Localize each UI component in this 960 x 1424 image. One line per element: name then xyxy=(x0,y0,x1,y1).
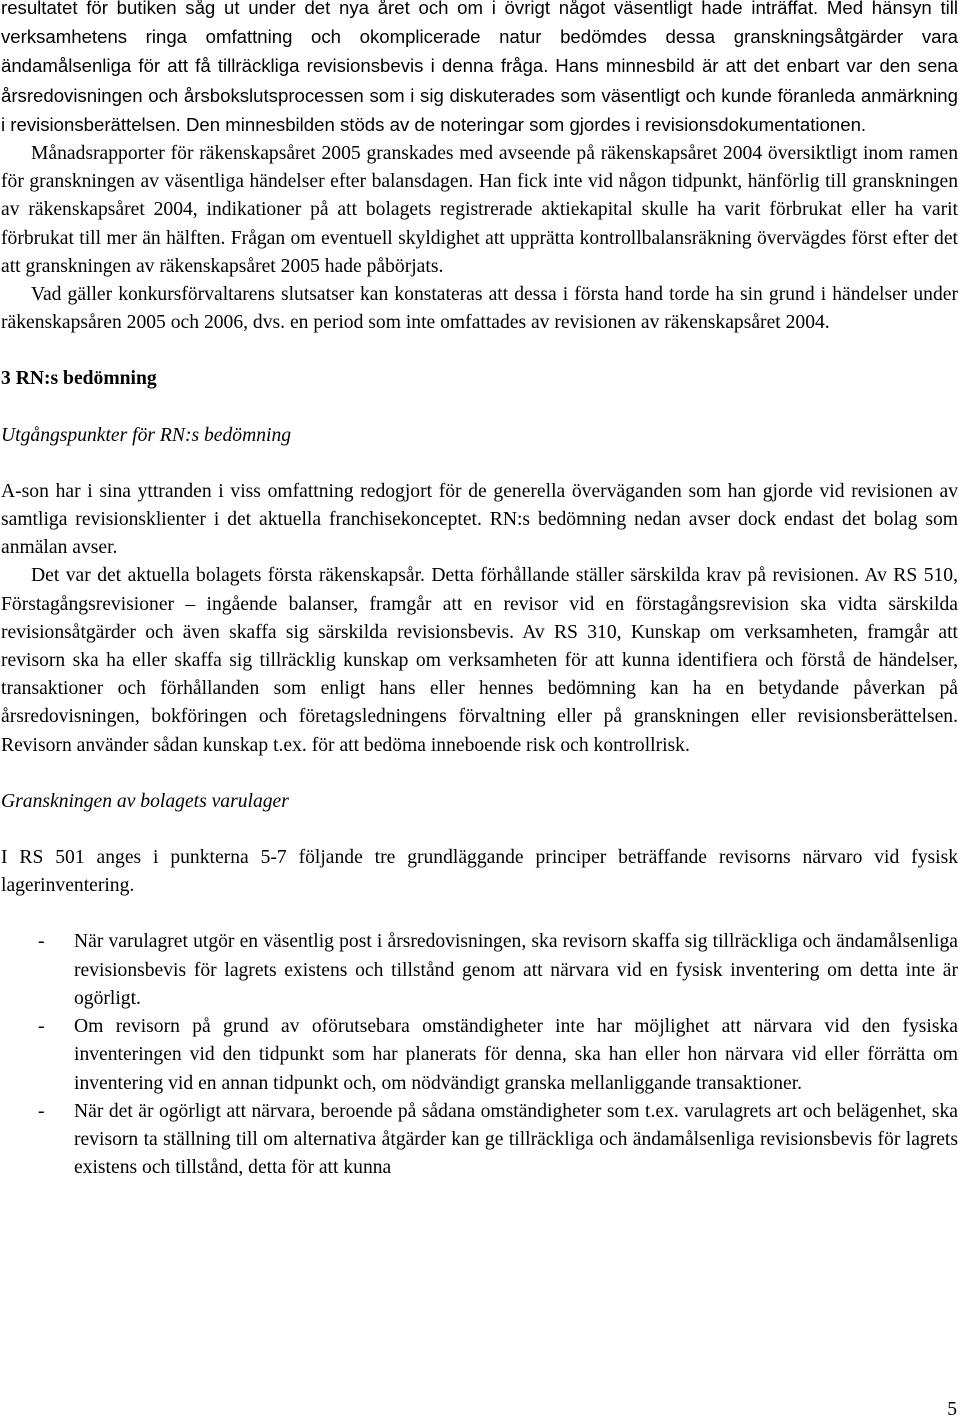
list-bullet: - xyxy=(38,1100,45,1122)
paragraph-2c: Frågan om eventuell skyldighet att upprätta kontrollbalansräkning övervägdes först efter det att granskningen av räkenskapsåret 2005 hade påbörjats. xyxy=(1,227,958,277)
subheading-utgangspunkter: Utgångspunkter för RN:s bedömning xyxy=(1,424,292,446)
paragraph-1-sans: resultatet för butiken såg ut under det nya året och om i övrigt något väsentligt hade inträffat. Med hänsyn till verksamhetens ringa omfattning och okomplicerade natur bedömdes dessa granskningsåtgärder vara ändamålsenliga för att få tillräckliga revisionsbevis i denna fråga. xyxy=(1,0,958,77)
page-number: 5 xyxy=(947,1399,957,1420)
paragraph-1-sans-b: Hans minnesbild är att det enbart var den sena årsredovisningen och årsbokslutsprocessen som i sig diskuterades som väsentligt och kunde föranleda anmärkning i revisionsberättelsen. Den minnesbilden stöds av de noteringar som gjordes i revisionsdokumentationen. xyxy=(1,55,958,135)
list-item-text: Om revisorn på grund av oförutsebara omständigheter inte har möjlighet att närvara vid den fysiska inventeringen vid den tidpunkt som har planerats för denna, ska han eller hon närvara vid eller förrätta om inventering vid en annan tidpunkt och, om nödvändigt granska mellanliggande transaktioner. xyxy=(74,1016,958,1094)
document-page xyxy=(1,0,958,1182)
list-bullet: - xyxy=(38,1016,45,1038)
list-item xyxy=(1,1098,958,1183)
paragraph-2b: Han fick inte vid någon tidpunkt, hänförlig till granskningen av räkenskapsåret 2004, indikationer på att bolagets registrerade aktiekapital skulle ha varit förbrukat eller ha varit förbrukat till mer än hälften. xyxy=(1,171,958,249)
paragraph-5: Det var det aktuella bolagets första räkenskapsår. Detta förhållande ställer särskilda krav på revisionen. Av RS 510, Förstagångsrevisioner – ingående balanser, framgår att en revisor vid en förstagångsrevision ska vidta särskilda revisionsåtgärder och även skaffa sig särskilda revisionsbevis. Av RS 310, Kunskap om verksamheten, framgår att revisorn ska ha eller skaffa sig tillräcklig kunskap om verksamheten för att kunna identifiera och förstå de händelser, transaktioner och förhållanden som enligt hans eller hennes bedömning kan ha en betydande påverkan på årsredovisningen, bokföringen och företagsledningens förvaltning eller på granskningen eller revisionsberättelsen. Revisorn använder sådan kunskap t.ex. för att bedöma inneboende risk och kontrollrisk. xyxy=(1,565,958,756)
list-item-text: När varulagret utgör en väsentlig post i årsredovisningen, ska revisorn skaffa sig tillräckliga och ändamålsenliga revisionsbevis för lagrets existens och tillstånd genom att närvara vid en fysisk inventering om detta inte är ogörligt. xyxy=(74,931,958,1009)
list-item xyxy=(1,928,958,1013)
list-bullet: - xyxy=(38,931,45,953)
paragraph-4: A-son har i sina yttranden i viss omfattning redogjort för de generella överväganden som han gjorde vid revisionen av samtliga revisionsklienter i det aktuella franchisekonceptet. RN:s bedömning nedan avser dock endast det bolag som anmälan avser. xyxy=(1,480,958,559)
list-item-text: När det är ogörligt att närvara, beroende på sådana omständigheter som t.ex. varulagrets art och belägenhet, ska revisorn ta ställning till om alternativa åtgärder kan ge tillräckliga och ändamålsenliga revisionsbevis för lagrets existens och tillstånd, detta för att kunna xyxy=(74,1100,958,1179)
paragraph-2a: Månadsrapporter för räkenskapsåret 2005 granskades med avseende på räkenskapsåret 2004 översiktligt inom ramen för granskningen av väsentliga händelser efter balansdagen. xyxy=(1,143,958,193)
subheading-varulager: Granskningen av bolagets varulager xyxy=(1,790,289,812)
paragraph-6: I RS 501 anges i punkterna 5-7 följande tre grundläggande principer beträffande revisorns närvaro vid fysisk lagerinventering. xyxy=(1,847,958,897)
list-item xyxy=(1,1013,958,1098)
paragraph-1 xyxy=(1,0,958,140)
paragraph-3: Vad gäller konkursförvaltarens slutsatser kan konstateras att dessa i första hand torde ha sin grund i händelser under räkenskapsåren 2005 och 2006, dvs. en period som inte omfattades av revisionen av räkenskapsåret 2004. xyxy=(1,284,958,334)
principles-list xyxy=(1,928,958,1182)
paragraph-2 xyxy=(1,140,958,281)
section-heading: 3 RN:s bedömning xyxy=(1,368,157,390)
